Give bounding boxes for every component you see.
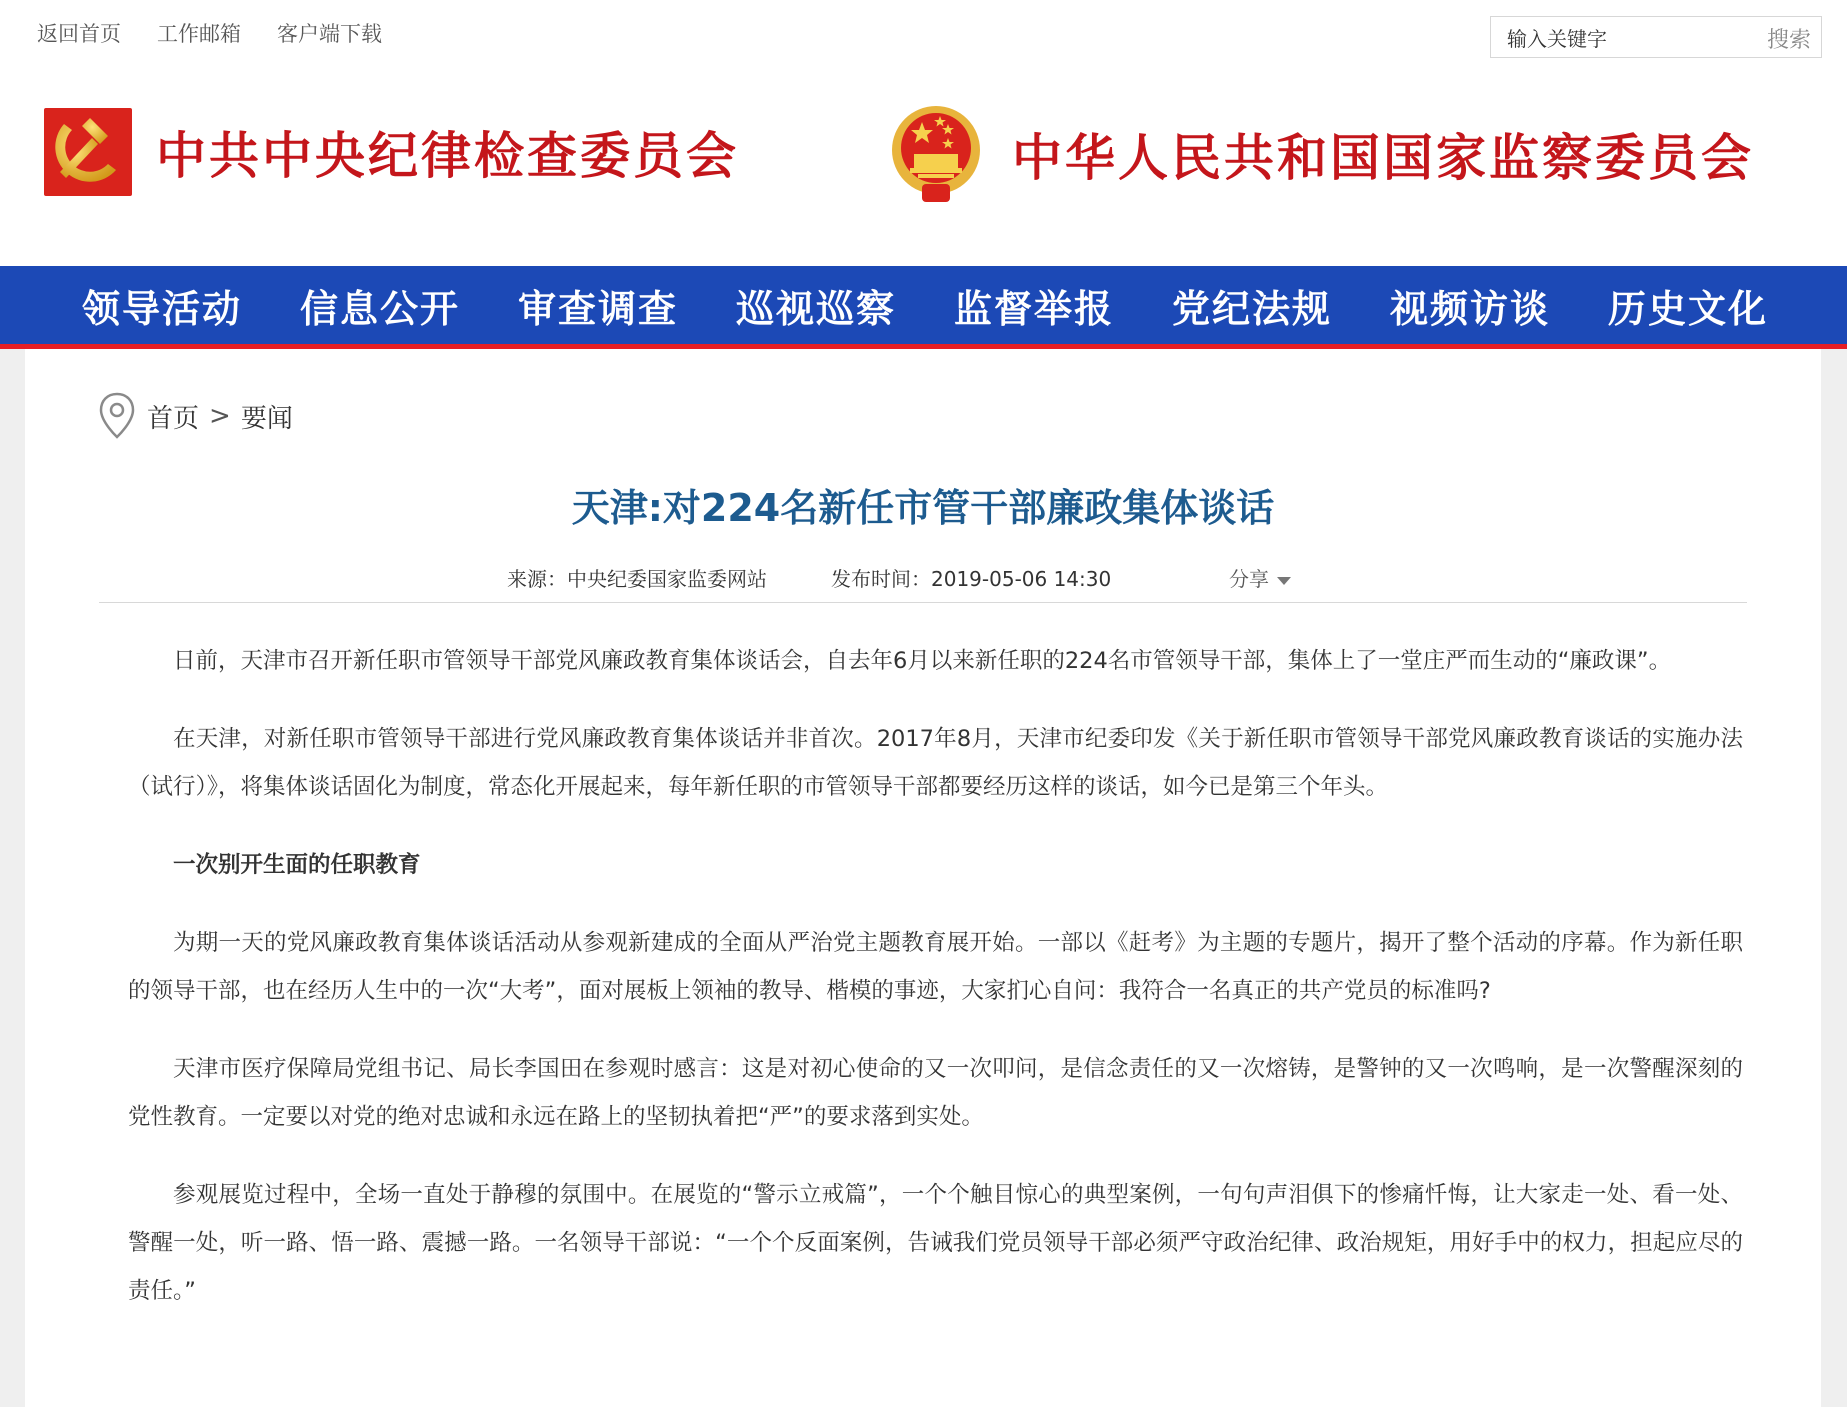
chevron-down-icon (1277, 577, 1291, 585)
nav-item-party-regulations[interactable]: 党纪法规 (1172, 286, 1333, 331)
nav-item-supervision-report[interactable]: 监督举报 (954, 286, 1115, 331)
top-links (37, 18, 382, 48)
breadcrumb-current[interactable]: 要闻 (240, 403, 293, 434)
nav-item-history-culture[interactable]: 历史文化 (1608, 286, 1769, 331)
national-emblem-icon (888, 100, 984, 208)
breadcrumb-separator: > (209, 401, 231, 431)
work-mail-link[interactable]: 工作邮箱 (157, 22, 241, 46)
location-pin-icon (97, 391, 137, 441)
party-emblem-icon (44, 108, 132, 196)
breadcrumb (97, 391, 293, 441)
article-paragraph: 日前，天津市召开新任职市管领导干部党风廉政教育集体谈话会，自去年6月以来新任职的224名市管领导干部，集体上了一堂庄严而生动的“廉政课”。 (173, 648, 1672, 674)
share-label: 分享 (1229, 567, 1269, 591)
article-title: 天津:对224名新任市管干部廉政集体谈话 (571, 486, 1275, 530)
ccdi-logo[interactable] (44, 108, 739, 196)
article-body (128, 637, 1743, 1345)
home-link[interactable]: 返回首页 (37, 22, 121, 46)
nav-item-inspection[interactable]: 巡视巡察 (736, 286, 897, 331)
share-dropdown[interactable] (1229, 563, 1291, 592)
nsc-logo-text: 中华人民共和国国家监察委员会 (1012, 128, 1754, 187)
main-nav (0, 266, 1847, 349)
client-download-link[interactable]: 客户端下载 (277, 22, 382, 46)
nav-item-investigation[interactable]: 审查调查 (518, 286, 679, 331)
search-input[interactable] (1505, 25, 1739, 53)
article-publish-time: 发布时间：2019-05-06 14:30 (831, 567, 1112, 591)
nav-item-leadership[interactable]: 领导活动 (82, 286, 243, 331)
search-box (1490, 16, 1822, 58)
breadcrumb-home[interactable]: 首页 (147, 403, 200, 434)
nav-item-video-interviews[interactable]: 视频访谈 (1390, 286, 1551, 331)
nsc-logo[interactable] (888, 100, 1754, 208)
search-button[interactable]: 搜索 (1766, 28, 1811, 53)
ccdi-logo-text: 中共中央纪律检查委员会 (156, 126, 739, 185)
article-paragraph: 天津市医疗保障局党组书记、局长李国田在参观时感言：这是对初心使命的又一次叩问，是信念责任的又一次熔铸，是警钟的又一次鸣响，是一次警醒深刻的党性教育。一定要以对党的绝对忠诚和永远在路上的坚韧执着把“严”的要求落到实处。 (128, 1056, 1743, 1130)
article-paragraph: 在天津，对新任职市管领导干部进行党风廉政教育集体谈话并非首次。2017年8月，天津市纪委印发《关于新任职市管领导干部党风廉政教育谈话的实施办法（试行）》，将集体谈话固化为制度，常态化开展起来，每年新任职的市管领导干部都要经历这样的谈话，如今已是第三个年头。 (128, 726, 1743, 800)
article-container (25, 349, 1821, 1407)
article-source: 来源：中央纪委国家监委网站 (507, 567, 767, 591)
nav-item-info-disclosure[interactable]: 信息公开 (300, 286, 461, 331)
article-paragraph: 为期一天的党风廉政教育集体谈话活动从参观新建成的全面从严治党主题教育展开始。一部以《赶考》为主题的专题片，揭开了整个活动的序幕。作为新任职的领导干部，也在经历人生中的一次“大考”，面对展板上领袖的教导、楷模的事迹，大家扪心自问：我符合一名真正的共产党员的标准吗? (128, 930, 1743, 1004)
divider (99, 602, 1747, 603)
article-subheading: 一次别开生面的任职教育 (173, 852, 421, 878)
article-paragraph: 参观展览过程中，全场一直处于静穆的氛围中。在展览的“警示立戒篇”，一个个触目惊心的典型案例，一句句声泪俱下的惨痛忏悔，让大家走一处、看一处、警醒一处，听一路、悟一路、震撼一路。一名领导干部说：“一个个反面案例，告诫我们党员领导干部必须严守政治纪律、政治规矩，用好手中的权力，担起应尽的责任。” (128, 1182, 1743, 1304)
